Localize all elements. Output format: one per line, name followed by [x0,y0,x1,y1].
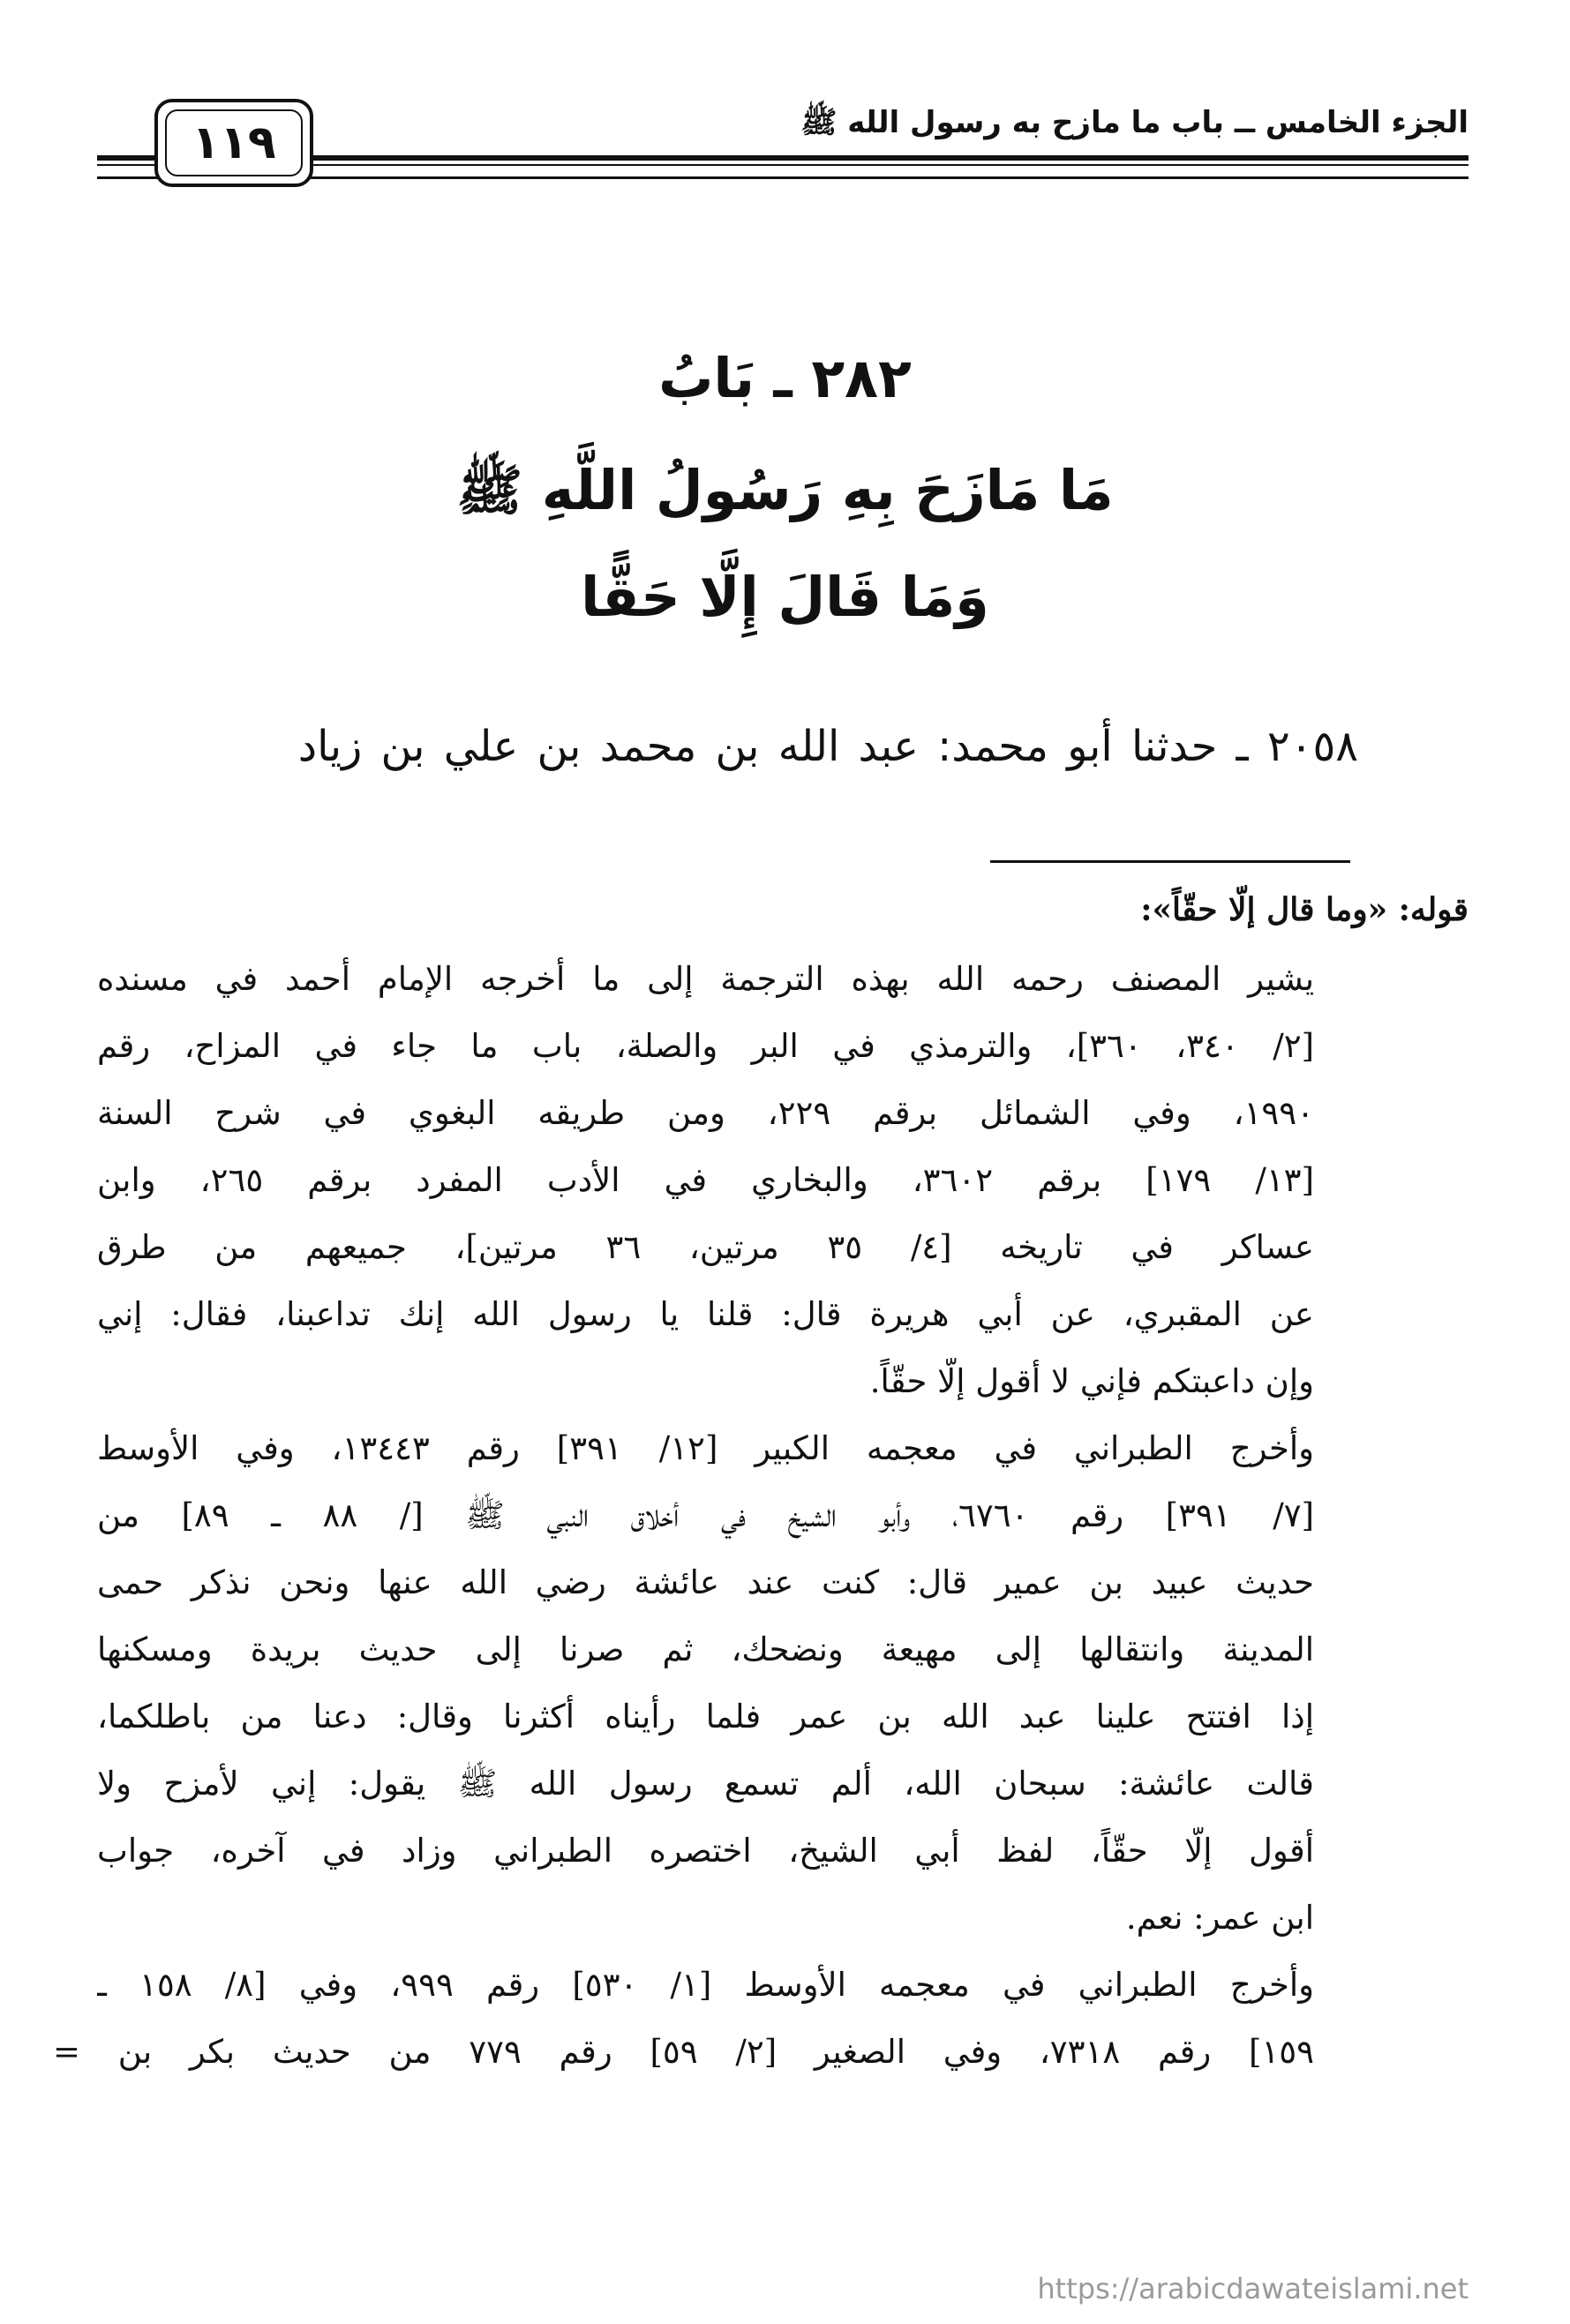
footnote-line: ١٩٩٠، وفي الشمائل برقم ٢٢٩، ومن طريقه البغوي في شرح السنة [97,1094,1314,1132]
footnote-line: وإن داعبتكم فإني لا أقول إلّا حقّاً. [869,1362,1314,1400]
footnote-line: عن المقبري، عن أبي هريرة قال: قلنا يا رسول الله إنك تداعبنا، فقال: إني [97,1295,1314,1333]
footnote-line: [٢/ ٣٤٠، ٣٦٠]، والترمذي في البر والصلة، باب ما جاء في المزاح، رقم [97,1027,1314,1065]
footnote-line: ١٥٩] رقم ٧٣١٨، وفي الصغير [٢/ ٥٩] رقم ٧٧٩ من حديث بكر بن = [53,2033,1314,2071]
footnote-line: ابن عمر: نعم. [1125,1899,1314,1937]
footnote-line: وأخرج الطبراني في معجمه الكبير [١٢/ ٣٩١] رقم ١٣٤٤٣، وفي الأوسط [97,1429,1314,1467]
running-header-title: الجزء الخامس ــ باب ما مازح به رسول الله ﷺ [800,105,1469,140]
footnote-line: [١٣/ ١٧٩] برقم ٣٦٠٢، والبخاري في الأدب المفرد برقم ٢٦٥، وابن [97,1161,1314,1199]
footnote-line: حديث عبيد بن عمير قال: كنت عند عائشة رضي الله عنها ونحن نذكر حمى [97,1563,1314,1601]
footnote-line: وأخرج الطبراني في معجمه الأوسط [١/ ٥٣٠] رقم ٩٩٩، وفي [٨/ ١٥٨ ـ [97,1966,1314,2004]
chapter-number: ٢٨٢ ـ بَابُ [658,346,912,410]
watermark-url: https://arabicdawateislami.net [1037,2272,1469,2305]
page-number-box [154,99,313,187]
chapter-title-line2: وَمَا قَالَ إِلَّا حَقًّا [581,565,989,629]
footnote-divider [990,860,1350,863]
footnote-line: [٧/ ٣٩١] رقم ٦٧٦٠، وأبو الشيخ في أخلاق النبي ﷺ [/ ٨٨ ـ ٨٩] من [97,1496,1314,1534]
footnote-heading: قوله: «وما قال إلّا حقّاً»: [1140,891,1469,928]
footnote-line: المدينة وانتقالها إلى مهيعة ونضحك، ثم صرنا إلى حديث بريدة ومسكنها [97,1631,1314,1668]
footnote-line: عساكر في تاريخه [٤/ ٣٥ مرتين، ٣٦ مرتين]، جميعهم من طرق [97,1228,1314,1266]
footnote-line: قالت عائشة: سبحان الله، ألم تسمع رسول الله ﷺ يقول: إني لأمزح ولا [97,1765,1314,1803]
page-number: ١١٩ [165,109,303,176]
footnote-line: إذا افتتح علينا عبد الله بن عمر فلما رأيناه أكثرنا وقال: دعنا من باطلكما، [97,1698,1314,1736]
hadith-text: ٢٠٥٨ ـ حدثنا أبو محمد: عبد الله بن محمد بن علي بن زياد [297,722,1358,771]
chapter-title-line1: مَا مَازَحَ بِهِ رَسُولُ اللَّهِ ﷺ [456,458,1114,522]
footnote-line: أقول إلّا حقّاً، لفظ أبي الشيخ، اختصره الطبراني وزاد في آخره، جواب [97,1832,1314,1870]
footnote-line: يشير المصنف رحمه الله بهذه الترجمة إلى ما أخرجه الإمام أحمد في مسنده [97,960,1314,998]
